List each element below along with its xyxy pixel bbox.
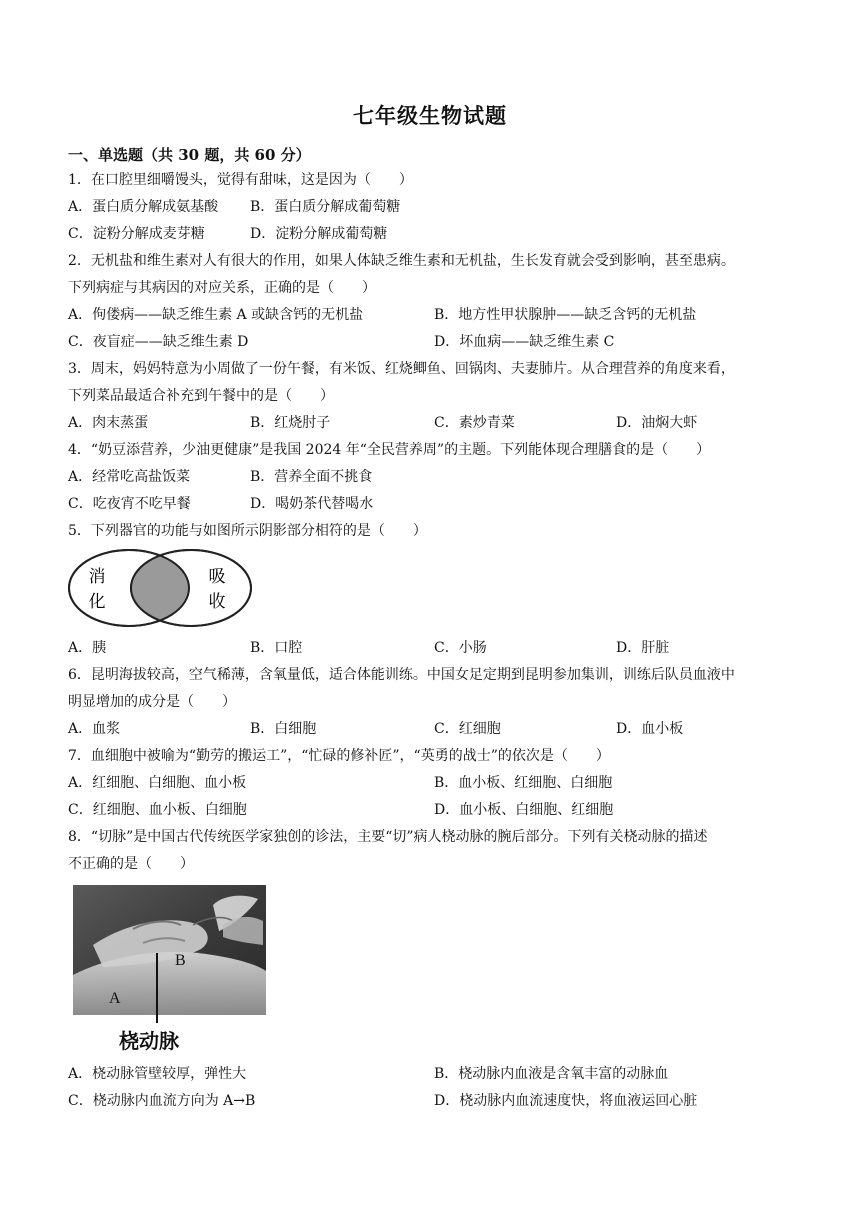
question-6-stem-line-1: 6．昆明海拔较高，空气稀薄，含氧量低，适合体能训练。中国女足定期到昆明参加集训，训练后队员血液中	[68, 667, 735, 683]
question-4-stem: 4．“奶豆添营养，少油更健康”是我国 2024 年“全民营养周”的主题。下列能体现合理膳食的是（ ）	[68, 442, 711, 458]
question-5-option-a: A．胰	[68, 640, 107, 656]
question-3-option-c: C．素炒青菜	[434, 415, 515, 431]
question-2-option-a: A．佝偻病——缺乏维生素 A 或缺含钙的无机盐	[68, 307, 364, 323]
question-7-option-b: B．血小板、红细胞、白细胞	[434, 775, 613, 791]
venn-left-label-2: 化	[88, 592, 106, 612]
question-1-option-d: D．淀粉分解成葡萄糖	[250, 226, 388, 242]
question-3-option-d: D．油焖大虾	[616, 415, 698, 431]
wrist-pulse-photo	[73, 885, 266, 1057]
question-1-option-c: C．淀粉分解成麦芽糖	[68, 226, 205, 242]
question-2-option-c: C．夜盲症——缺乏维生素 D	[68, 334, 249, 350]
question-4-option-d: D．喝奶茶代替喝水	[250, 496, 374, 512]
question-2-stem-line-2: 下列病症与其病因的对应关系，正确的是（ ）	[68, 280, 376, 296]
question-4-option-c: C．吃夜宵不吃早餐	[68, 496, 191, 512]
question-5-option-d: D．肝脏	[616, 640, 670, 656]
page-title: 七年级生物试题	[353, 103, 507, 128]
question-2-option-b: B．地方性甲状腺肿——缺乏含钙的无机盐	[434, 307, 697, 323]
question-8-option-d: D．桡动脉内血流速度快，将血液运回心脏	[434, 1093, 698, 1109]
question-6-stem-line-2: 明显增加的成分是（ ）	[68, 694, 236, 710]
question-7-stem: 7．血细胞中被喻为“勤劳的搬运工”，“忙碌的修补匠”，“英勇的战士”的依次是（ ）	[68, 748, 610, 764]
question-5-option-c: C．小肠	[434, 640, 487, 656]
question-4-option-b: B．营养全面不挑食	[250, 469, 373, 485]
question-5-option-b: B．口腔	[250, 640, 303, 656]
venn-right-label-1: 吸	[208, 567, 226, 587]
section-heading: 一、单选题（共 30 题，共 60 分）	[68, 146, 311, 164]
question-6-option-d: D．血小板	[616, 721, 684, 737]
question-6-option-b: B．白细胞	[250, 721, 317, 737]
question-3-stem-line-2: 下列菜品最适合补充到午餐中的是（ ）	[68, 388, 334, 404]
question-2-stem-line-1: 2．无机盐和维生素对人有很大的作用，如果人体缺乏维生素和无机盐，生长发育就会受到影响，甚至患病。	[68, 253, 735, 269]
question-3-stem-line-1: 3．周末，妈妈特意为小周做了一份午餐，有米饭、红烧鲫鱼、回锅肉、夫妻肺片。从合理营养的角度来看，	[68, 361, 735, 377]
question-3-option-a: A．肉末蒸蛋	[68, 415, 149, 431]
question-3-option-b: B．红烧肘子	[250, 415, 331, 431]
photo-label-b: B	[175, 952, 186, 969]
venn-right-label-2: 收	[208, 592, 226, 612]
photo-caption: 桡动脉	[119, 1029, 179, 1053]
question-2-option-d: D．坏血病——缺乏维生素 C	[434, 334, 615, 350]
question-1-option-b: B．蛋白质分解成葡萄糖	[250, 199, 401, 215]
question-7-option-d: D．血小板、白细胞、红细胞	[434, 802, 614, 818]
question-6-option-a: A．血浆	[68, 721, 121, 737]
question-1-option-a: A．蛋白质分解成氨基酸	[68, 199, 219, 215]
venn-left-label-1: 消	[88, 567, 106, 587]
question-5-stem: 5．下列器官的功能与如图所示阴影部分相符的是（ ）	[68, 523, 427, 539]
question-8-stem-line-1: 8．“切脉”是中国古代传统医学家独创的诊法，主要“切”病人桡动脉的腕后部分。下列有关桡动脉的描述	[68, 829, 708, 845]
question-8-option-a: A．桡动脉管壁较厚，弹性大	[68, 1066, 247, 1082]
question-8-option-b: B．桡动脉内血液是含氧丰富的动脉血	[434, 1066, 669, 1082]
question-8-option-c: C．桡动脉内血流方向为 A→B	[68, 1093, 256, 1109]
question-1-stem: 1．在口腔里细嚼馒头，觉得有甜味，这是因为（ ）	[68, 172, 413, 188]
photo-label-a: A	[109, 990, 121, 1007]
question-7-option-c: C．红细胞、血小板、白细胞	[68, 802, 247, 818]
question-4-option-a: A．经常吃高盐饭菜	[68, 469, 191, 485]
question-7-option-a: A．红细胞、白细胞、血小板	[68, 775, 247, 791]
venn-diagram	[66, 546, 254, 630]
question-8-stem-line-2: 不正确的是（ ）	[68, 856, 194, 872]
question-6-option-c: C．红细胞	[434, 721, 501, 737]
